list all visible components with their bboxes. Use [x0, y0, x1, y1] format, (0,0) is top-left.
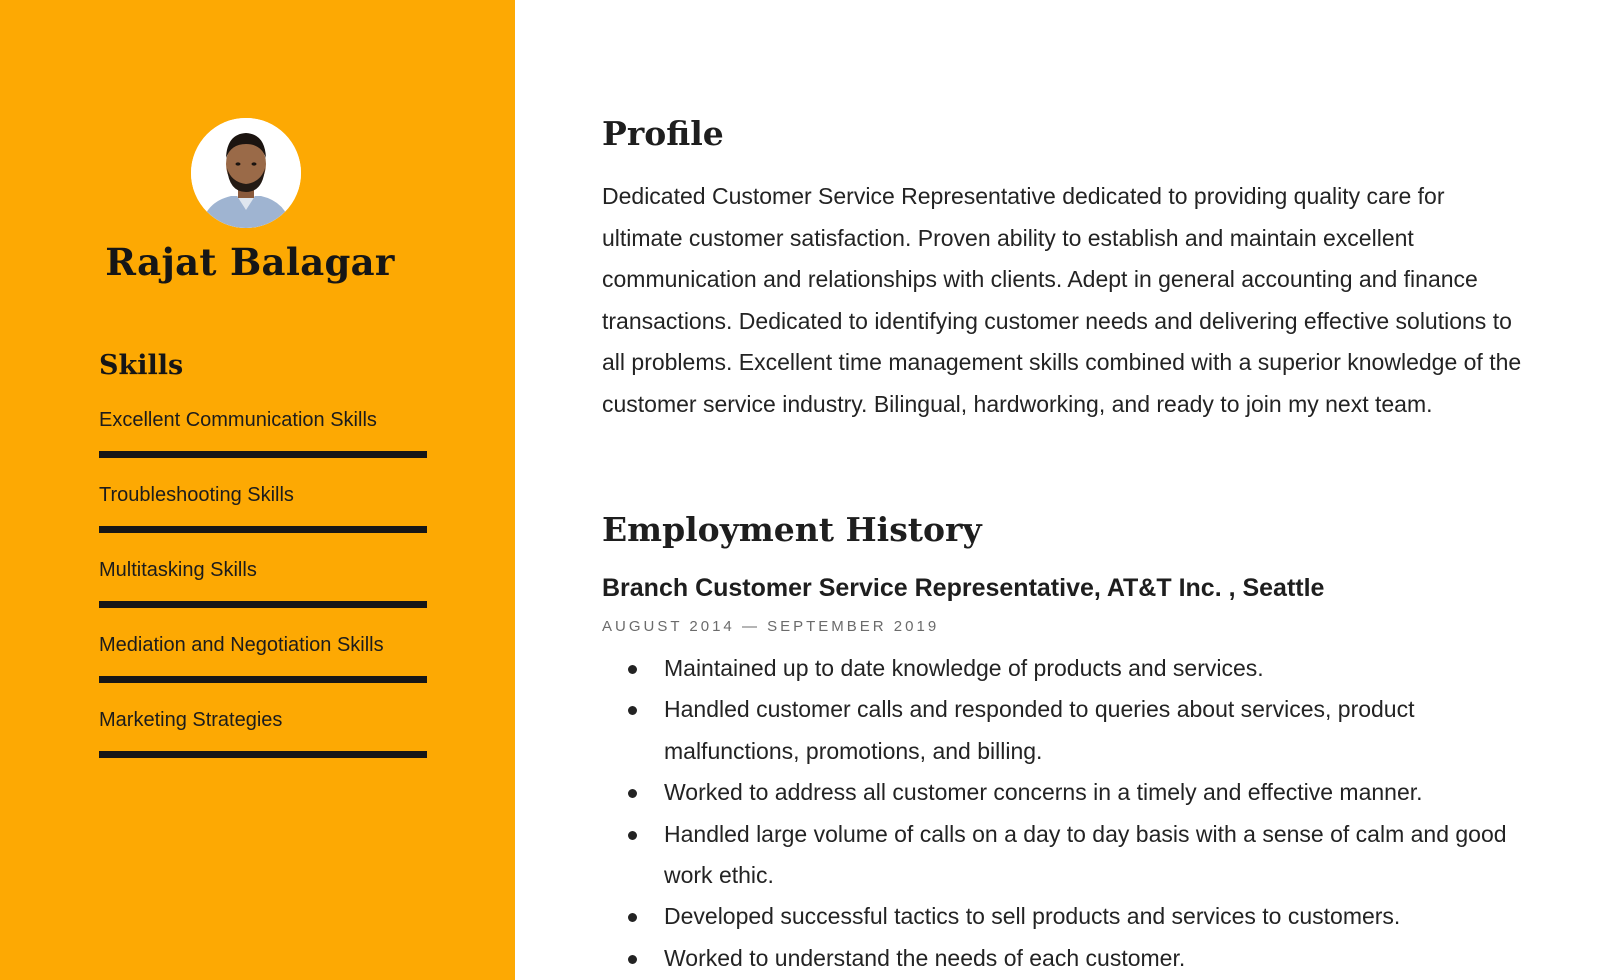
list-item: [628, 772, 1528, 813]
list-item: [628, 814, 1528, 897]
list-item: [628, 648, 1528, 689]
skill-level-bar: [99, 751, 427, 758]
job-title: Branch Customer Service Representative, AT&T Inc. , Seattle: [602, 574, 1325, 602]
candidate-name: Rajat Balagar: [105, 240, 395, 284]
duty-text: Worked to understand the needs of each customer.: [664, 944, 1186, 971]
job-dates: AUGUST 2014 — SEPTEMBER 2019: [602, 618, 940, 635]
skill-label: Mediation and Negotiation Skills: [99, 634, 384, 656]
skills-list: [99, 404, 427, 779]
profile-photo: [191, 118, 301, 228]
skill-item: [99, 704, 427, 779]
skill-item: [99, 404, 427, 479]
duty-text: Worked to address all customer concerns in a timely and effective manner.: [664, 779, 1423, 806]
skill-level-fill: [99, 601, 427, 608]
employment-heading: Employment History: [602, 510, 982, 549]
profile-summary: Dedicated Customer Service Representative dedicated to providing quality care for ultimate customer satisfaction. Proven ability to establish and maintain excellent communication and relationships with clients. Adept in general accounting and finance transactions. Dedicated to identifying customer needs and delivering effective solutions to all problems. Excellent time management skills combined with a superior knowledge of the customer service industry. Bilingual, hardworking, and ready to join my next team.: [602, 183, 1522, 417]
duty-text: Developed successful tactics to sell products and services to customers.: [664, 903, 1401, 930]
skill-item: [99, 629, 427, 704]
bullet-icon: [628, 831, 637, 840]
sidebar: [0, 0, 515, 980]
duty-text: Handled large volume of calls on a day to day basis with a sense of calm and good work ethic.: [664, 820, 1507, 889]
list-item: [628, 896, 1528, 937]
skill-level-fill: [99, 676, 427, 683]
bullet-icon: [628, 789, 637, 798]
skill-level-bar: [99, 676, 427, 683]
list-item: [628, 689, 1528, 772]
skills-heading: Skills: [99, 350, 184, 381]
skill-label: Marketing Strategies: [99, 709, 283, 731]
bullet-icon: [628, 706, 637, 715]
skill-level-bar: [99, 601, 427, 608]
job-duties-list: [628, 648, 1528, 979]
skill-level-bar: [99, 451, 427, 458]
skill-label: Excellent Communication Skills: [99, 409, 377, 431]
profile-heading: Profile: [602, 114, 724, 153]
skill-level-fill: [99, 526, 427, 533]
list-item: [628, 938, 1528, 979]
bullet-icon: [628, 955, 637, 964]
skill-item: [99, 479, 427, 554]
skill-label: Troubleshooting Skills: [99, 484, 294, 506]
skill-level-bar: [99, 526, 427, 533]
skill-label: Multitasking Skills: [99, 559, 257, 581]
duty-text: Maintained up to date knowledge of products and services.: [664, 655, 1264, 681]
bullet-icon: [628, 913, 637, 922]
skill-level-fill: [99, 451, 427, 458]
skill-level-fill: [99, 751, 427, 758]
duty-text: Handled customer calls and responded to queries about services, product malfunctions, promotions, and billing.: [664, 696, 1415, 764]
skill-item: [99, 554, 427, 629]
bullet-icon: [628, 665, 637, 674]
